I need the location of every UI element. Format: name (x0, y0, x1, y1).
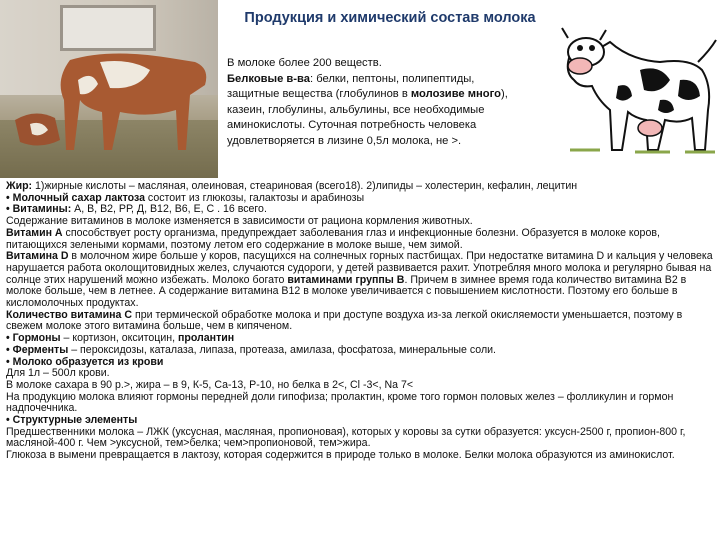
paragraph: • Ферменты – пероксидозы, каталаза, липаза, протеаза, амилаза, фосфатоза, минеральные соли. (6, 343, 497, 356)
paragraph: Витамина D в молочном жире больше у коров, пасущихся на солнечных горных пастбищах. При недостатке витамина D и кальция у человека нарушается работа околощитовидных желез, случаются судороги, у детей развивается рахит. Употребляя много молока и регулярно бывая на солнце этих нарушений можно избежать. Молоко богато витаминами группы В. Причем в зимнее время года количество витамина В2 в молоке больше, чем в летнее. А содержание витамина В12 в молоке увеличивается с повышением кислотности. Поэтому его больше в кисломолочных продуктах. (6, 250, 713, 310)
paragraph: На продукцию молока влияют гормоны передней доли гипофиза; пролактин, кроме того гормон половых желез – фолликулин и гормон надпочечника. (6, 390, 674, 415)
paragraph: • Молоко образуется из крови (6, 355, 164, 368)
cow-silhouette (0, 0, 218, 178)
paragraph: Содержание витаминов в молоке изменяется в зависимости от рациона кормления животных. (6, 215, 473, 228)
paragraph: Количество витамина С при термической обработке молока и при доступе воздуха из-за легкой окисляемости уменьшается, поэтому в свежем молоке этого витамина больше, чем в кипяченом. (6, 308, 683, 333)
paragraph: Предшественники молока – ЛЖК (уксусная, масляная, пропионовая), которых у коровы за сутки образуется: уксусн-2500 г, пропион-800 г, масляной-400 г. Чем >уксусной, тем>белка; чем>пропионовой, тем>жира. (6, 425, 686, 450)
intro-text (227, 56, 527, 150)
intro-bold: Белковые в-ва (227, 72, 310, 85)
cow-farm-photo (0, 0, 218, 178)
paragraph: Жир: 1)жирные кислоты – масляная, олеиновая, стеариновая (всего18). 2)липиды – холестерин, кефалин, лецитин (6, 180, 578, 192)
intro-bold: молозиве много (410, 88, 501, 101)
intro-line: : белки, пептоны, полипептиды, защитные вещества (глобулинов в (227, 72, 475, 101)
cartoon-cow-illustration (540, 0, 720, 176)
paragraph: Для 1л – 500л крови. (6, 367, 110, 380)
paragraph: В молоке сахара в 90 р.>, жира – в 9, К-5, Са-13, Р-10, но белка в 2<, Cl -3<, Na 7< (6, 378, 414, 391)
paragraph: • Витамины: А, В, В2, РР, Д, В12, В6, Е, С . 16 всего. (6, 203, 267, 216)
intro-line: ), казеин, глобулины, альбулины, все необходимые аминокислоты. Суточная потребность человека удовлетворяется в лизине 0,5л молока, не >. (227, 88, 508, 147)
page-title: Продукция и химический состав молока (244, 10, 536, 26)
main-text (6, 181, 714, 462)
paragraph: Витамин А способствует росту организма, предупреждает заболевания глаз и инфекционные болезни. Образуется в молоке коров, питающихся зелеными кормами, поэтому летом его содержание в молоке выше, чем зимой. (6, 226, 660, 251)
intro-line: В молоке более 200 веществ. (227, 57, 382, 69)
paragraph: • Гормоны – кортизон, окситоцин, пролантин (6, 332, 235, 345)
paragraph: • Структурные элементы (6, 414, 138, 427)
paragraph: • Молочный сахар лактоза состоит из глюкозы, галактозы и арабинозы (6, 191, 365, 204)
paragraph: Глюкоза в вымени превращается в лактозу, которая содержится в природе только в молоке. Белки молока образуются из аминокислот. (6, 449, 675, 462)
